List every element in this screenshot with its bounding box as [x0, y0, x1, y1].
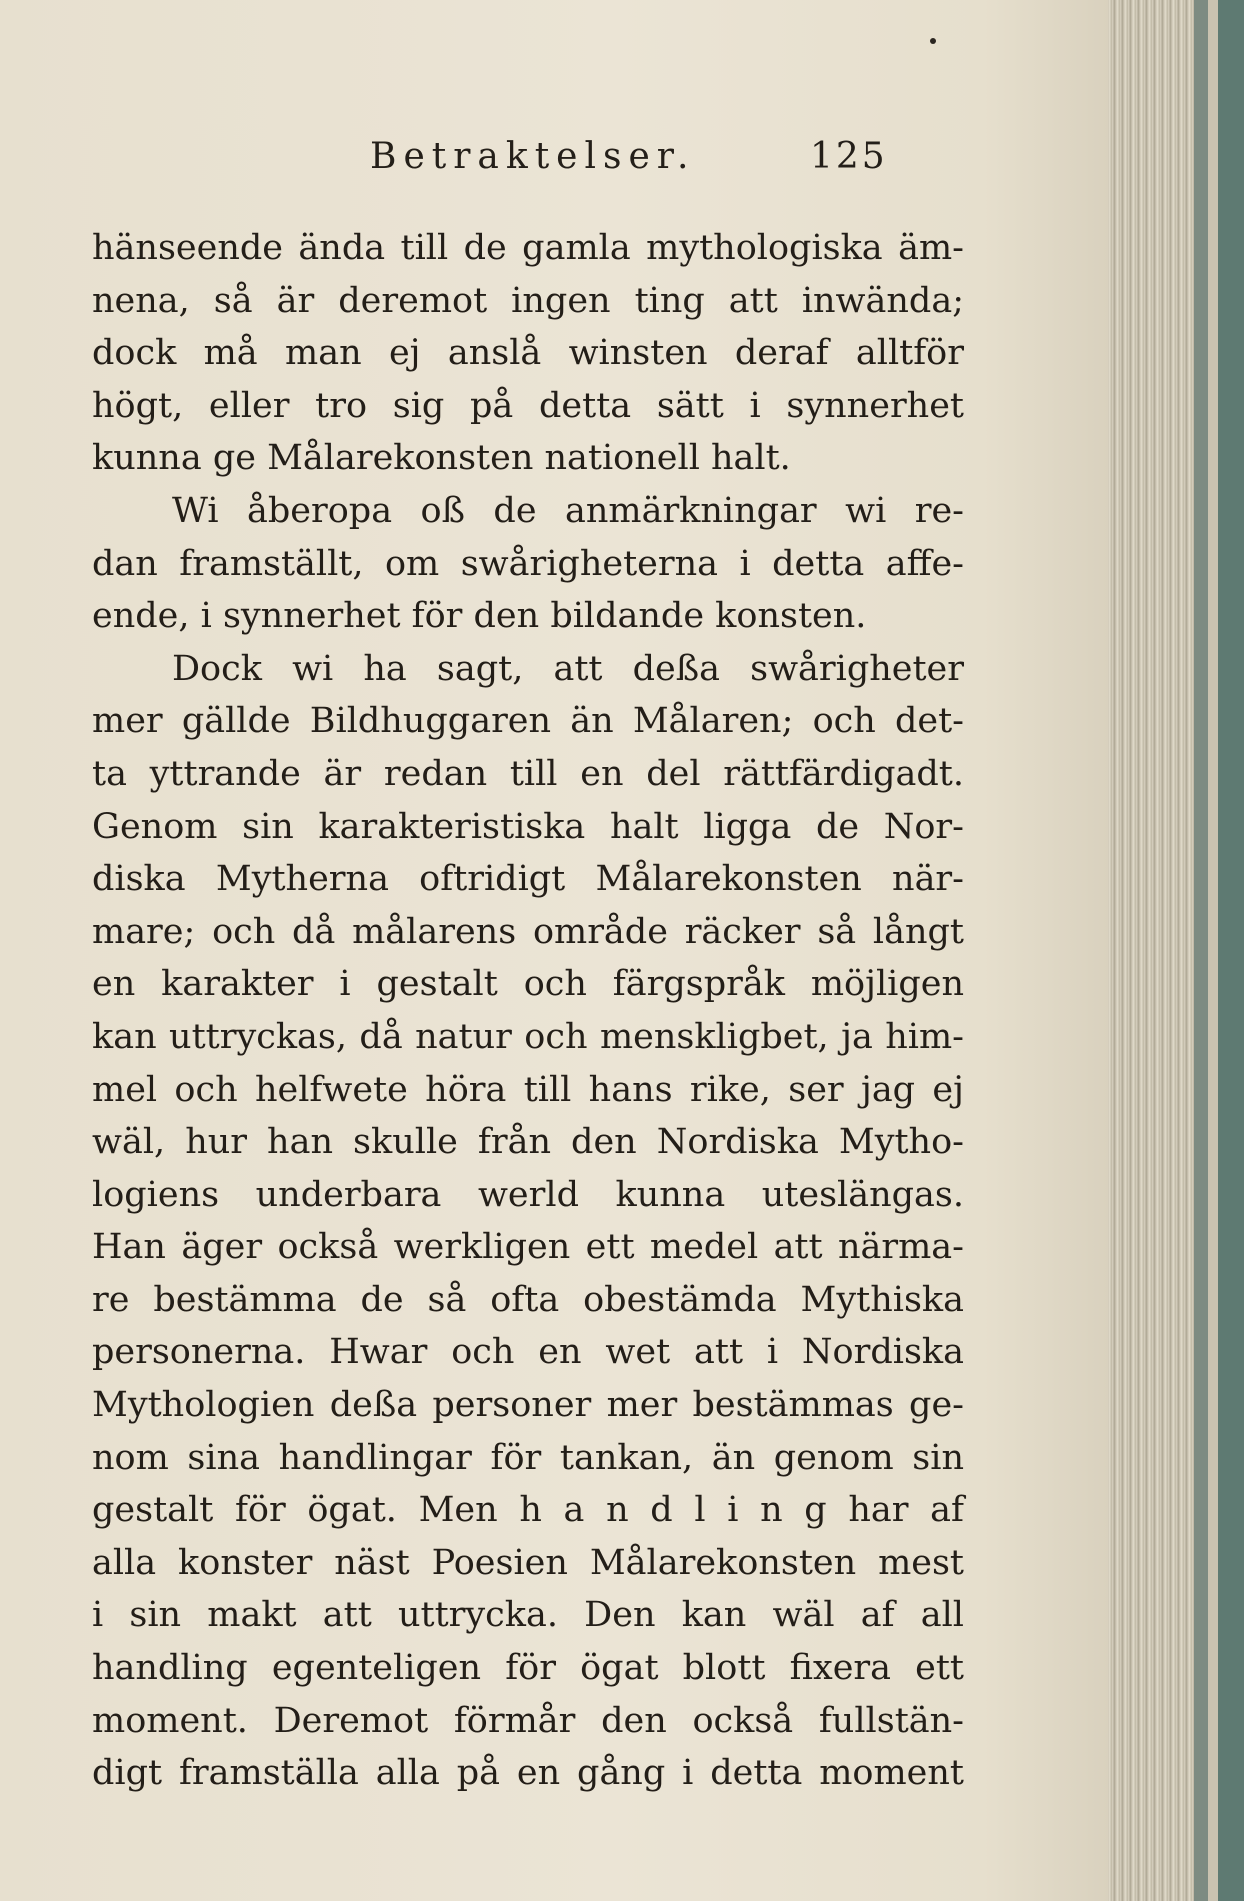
ink-spot [930, 38, 936, 44]
text-line: wäl, hur han skulle från den Nordiska Mytho- [92, 1122, 964, 1163]
page-header [370, 136, 890, 186]
text-line: ta yttrande är redan till en del rättfärdigadt. [92, 753, 964, 794]
text-line: högt, eller tro sig på detta sätt i synnerhet [92, 385, 964, 426]
page-edges [1108, 0, 1244, 1901]
text-line: re bestämma de så ofta obestämda Mythiska [92, 1279, 964, 1320]
text-line: Wi åberopa oß de anmärkningar wi re- [172, 490, 964, 531]
text-line: dan framställt, om swårigheterna i detta affe- [92, 543, 964, 584]
text-line: kan uttryckas, då natur och menskligbet, ja him- [92, 1016, 964, 1057]
text-line: gestalt för ögat. Men h a n d l i n g har af [92, 1490, 964, 1531]
text-line: Mythologien deßa personer mer bestämmas ge- [92, 1385, 964, 1426]
text-line: Dock wi ha sagt, att deßa swårigheter [172, 648, 964, 689]
text-line: kunna ge Målarekonsten nationell halt. [92, 438, 791, 479]
text-line: ende, i synnerhet för den bildande konsten. [92, 596, 867, 637]
cover-edge [1218, 0, 1244, 1901]
page-edge-strip [1208, 0, 1218, 1901]
text-line: Genom sin karakteristiska halt ligga de Nor- [92, 806, 964, 847]
text-line: personerna. Hwar och en wet att i Nordiska [92, 1332, 964, 1373]
text-line: alla konster näst Poesien Målarekonsten mest [92, 1542, 964, 1583]
text-line: dock må man ej anslå winsten deraf alltför [92, 333, 964, 374]
text-line: nom sina handlingar för tankan, än genom sin [92, 1437, 964, 1478]
text-line: mel och helfwete höra till hans rike, ser jag ej [92, 1069, 964, 1110]
text-line: handling egenteligen för ögat blott fixera ett [92, 1648, 964, 1689]
text-line: mare; och då målarens område räcker så långt [92, 911, 964, 952]
page-number: 125 [810, 136, 888, 177]
text-line: hänseende ända till de gamla mythologiska äm- [92, 228, 964, 268]
text-line: en karakter i gestalt och färgspråk möjligen [92, 964, 964, 1005]
text-line: nena, så är deremot ingen ting att inwända; [92, 280, 964, 321]
body-text [92, 222, 964, 1800]
text-line: diska Mytherna oftridigt Målarekonsten när- [92, 859, 964, 900]
text-line: logiens underbara werld kunna uteslängas. [92, 1174, 964, 1215]
text-line: mer gällde Bildhuggaren än Målaren; och det- [92, 701, 964, 742]
text-line: digt framställa alla på en gång i detta moment [92, 1753, 964, 1794]
text-line: i sin makt att uttrycka. Den kan wäl af all [92, 1595, 964, 1636]
running-title: Betraktelser. [370, 136, 696, 177]
text-line: moment. Deremot förmår den också fullstän- [92, 1700, 964, 1741]
text-line: Han äger också werkligen ett medel att närma- [92, 1227, 964, 1268]
binding-band [1194, 0, 1208, 1901]
